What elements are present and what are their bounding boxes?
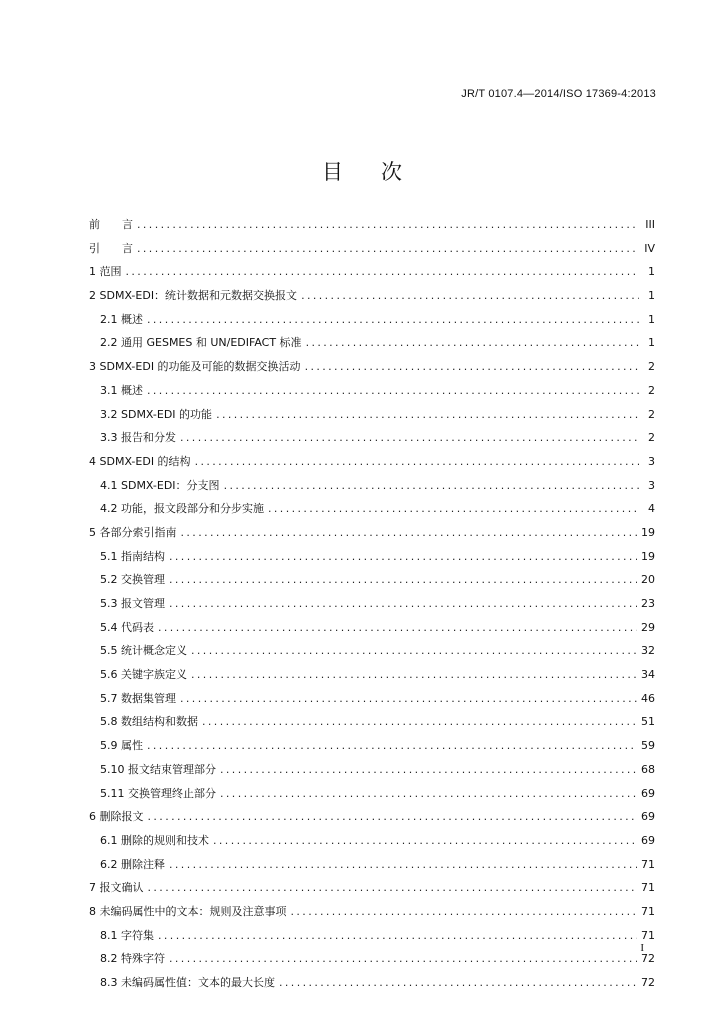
toc-entry-page: 19	[641, 525, 655, 539]
toc-entry-page: 23	[641, 597, 655, 610]
toc-entry-page: 3	[648, 454, 655, 468]
toc-entry-label: 2.1 概述	[100, 312, 143, 326]
toc-entry[interactable]	[89, 501, 655, 516]
toc-entry[interactable]	[89, 691, 655, 706]
toc-leader-dots	[191, 643, 637, 658]
toc-leader-dots	[169, 857, 637, 872]
toc-leader-dots	[220, 786, 637, 801]
toc-entry-page: 71	[641, 904, 655, 918]
standard-code-header: JR/T 0107.4—2014/ISO 17369-4:2013	[461, 88, 656, 100]
toc-leader-dots	[220, 762, 637, 777]
toc-entry-label: 3.1 概述	[100, 383, 143, 397]
toc-entry[interactable]	[89, 549, 655, 564]
toc-entry-label: 6 删除报文	[89, 810, 144, 824]
toc-leader-dots	[195, 454, 639, 469]
toc-entry-page: 19	[641, 549, 655, 563]
toc-entry-label: 5.6 关键字族定义	[100, 668, 187, 682]
toc-entry-label: 5 各部分索引指南	[89, 525, 177, 539]
toc-entry-label: 前 言	[89, 218, 133, 231]
toc-entry[interactable]	[89, 738, 655, 753]
toc-entry-page: 29	[641, 620, 655, 634]
toc-entry-page: 1	[648, 265, 655, 279]
title-char-2: 次	[381, 160, 402, 184]
toc-leader-dots	[147, 738, 637, 753]
toc-entry[interactable]	[89, 762, 655, 777]
toc-leader-dots	[305, 359, 639, 374]
toc-leader-dots	[158, 620, 637, 635]
toc-leader-dots	[137, 217, 639, 232]
toc-leader-dots	[216, 407, 639, 422]
toc-entry[interactable]	[89, 264, 655, 279]
toc-entry-page: 69	[641, 786, 655, 800]
toc-entry-label: 2 SDMX-EDI：统计数据和元数据交换报文	[89, 289, 298, 303]
toc-entry[interactable]	[89, 714, 655, 729]
toc-entry[interactable]	[89, 241, 655, 256]
toc-entry[interactable]	[89, 620, 655, 635]
toc-leader-dots	[224, 478, 639, 493]
toc-entry[interactable]	[89, 478, 655, 493]
toc-entry[interactable]	[89, 643, 655, 658]
toc-entry[interactable]	[89, 407, 655, 422]
toc-entry-page: 71	[641, 928, 655, 942]
toc-entry[interactable]	[89, 288, 655, 303]
toc-leader-dots	[169, 951, 637, 966]
toc-leader-dots	[147, 383, 639, 398]
toc-entry-label: 引 言	[89, 241, 133, 255]
toc-entry-page: 69	[641, 833, 655, 847]
toc-entry[interactable]	[89, 596, 655, 611]
toc-entry-label: 5.9 属性	[100, 739, 143, 753]
toc-entry-label: 5.8 数组结构和数据	[100, 715, 198, 729]
toc-leader-dots	[268, 501, 639, 516]
toc-entry-page: 72	[641, 952, 655, 966]
toc-entry-page: 68	[641, 762, 655, 776]
toc-entry[interactable]	[89, 880, 655, 895]
toc-leader-dots	[137, 241, 639, 256]
toc-entry-page: 1	[648, 336, 655, 350]
toc-entry-page: III	[645, 218, 655, 231]
toc-entry-page: 2	[648, 383, 655, 397]
toc-entry-label: 5.10 报文结束管理部分	[100, 762, 216, 776]
toc-entry[interactable]	[89, 454, 655, 469]
toc-entry[interactable]	[89, 975, 655, 990]
toc-entry[interactable]	[89, 383, 655, 398]
toc-entry-label: 5.7 数据集管理	[100, 691, 176, 705]
toc-entry-page: 2	[648, 360, 655, 374]
toc-entry-label: 5.2 交换管理	[100, 573, 165, 587]
toc-entry-label: 6.2 删除注释	[100, 857, 165, 871]
toc-entry-page: 4	[648, 502, 655, 516]
toc-entry-label: 8.3 未编码属性值：文本的最大长度	[100, 976, 275, 989]
toc-leader-dots	[148, 880, 638, 895]
toc-entry-page: 1	[648, 312, 655, 326]
toc-leader-dots	[202, 714, 637, 729]
toc-entry[interactable]	[89, 667, 655, 682]
toc-entry[interactable]	[89, 335, 655, 350]
toc-entry-page: 46	[641, 691, 655, 705]
toc-entry-page: 34	[641, 668, 655, 682]
toc-leader-dots	[169, 572, 637, 587]
toc-entry-label: 5.4 代码表	[100, 620, 154, 634]
toc-entry-page: 51	[641, 715, 655, 729]
toc-leader-dots	[169, 596, 637, 611]
toc-entry-label: 3.3 报告和分发	[100, 431, 176, 445]
toc-leader-dots	[158, 928, 637, 943]
toc-entry[interactable]	[89, 572, 655, 587]
toc-entry[interactable]	[89, 833, 655, 848]
toc-entry-page: 32	[641, 644, 655, 658]
toc-entry[interactable]	[89, 430, 655, 445]
toc-entry-label: 8 未编码属性中的文本：规则及注意事项	[89, 904, 287, 918]
toc-entry-page: 2	[648, 407, 655, 421]
toc-leader-dots	[180, 691, 637, 706]
toc-leader-dots	[213, 833, 637, 848]
toc-leader-dots	[126, 264, 640, 279]
toc-leader-dots	[180, 430, 639, 445]
title-char-1: 目	[322, 160, 343, 184]
page-number: I	[640, 942, 644, 954]
toc-entry-label: 5.3 报文管理	[100, 597, 165, 610]
toc-entry[interactable]	[89, 928, 655, 943]
toc-entry-label: 3.2 SDMX-EDI 的功能	[100, 407, 213, 421]
toc-leader-dots	[169, 549, 637, 564]
toc-entry-label: 6.1 删除的规则和技术	[100, 833, 209, 847]
toc-entry-page: 1	[648, 289, 655, 303]
toc-entry-label: 4.1 SDMX-EDI：分支图	[100, 478, 220, 492]
toc-entry-page: 59	[641, 739, 655, 753]
toc-entry[interactable]	[89, 312, 655, 327]
toc-entry[interactable]	[89, 786, 655, 801]
toc-entry-page: 72	[641, 976, 655, 989]
toc-entry[interactable]	[89, 809, 655, 824]
toc-leader-dots	[147, 312, 639, 327]
toc-entry[interactable]	[89, 904, 655, 919]
toc-entry-label: 2.2 通用 GESMES 和 UN/EDIFACT 标准	[100, 336, 302, 350]
toc-entry-page: 69	[641, 810, 655, 824]
toc-leader-dots	[148, 809, 638, 824]
toc-entry[interactable]	[89, 951, 655, 966]
toc-entry-page: IV	[644, 241, 655, 255]
toc-entry[interactable]	[89, 217, 655, 232]
toc-entry[interactable]	[89, 857, 655, 872]
toc-entry-page: 71	[641, 881, 655, 895]
toc-leader-dots	[279, 975, 637, 990]
toc-entry-label: 5.11 交换管理终止部分	[100, 786, 216, 800]
toc-entry-label: 1 范围	[89, 265, 122, 279]
toc-leader-dots	[191, 667, 637, 682]
toc-leader-dots	[306, 335, 639, 350]
toc-entry-page: 2	[648, 431, 655, 445]
toc-entry-label: 8.2 特殊字符	[100, 952, 165, 966]
toc-entry-label: 7 报文确认	[89, 881, 144, 895]
toc-entry-label: 5.1 指南结构	[100, 549, 165, 563]
toc-entry-page: 71	[641, 857, 655, 871]
toc-entry-label: 4.2 功能，报文段部分和分步实施	[100, 502, 264, 516]
toc-entry[interactable]	[89, 525, 655, 540]
toc-entry-page: 3	[648, 478, 655, 492]
toc-leader-dots	[301, 288, 639, 303]
toc-entry-label: 5.5 统计概念定义	[100, 644, 187, 658]
toc-entry-label: 4 SDMX-EDI 的结构	[89, 454, 191, 468]
toc-leader-dots	[181, 525, 638, 540]
toc-entry[interactable]	[89, 359, 655, 374]
table-of-contents	[89, 217, 655, 999]
toc-entry-page: 20	[641, 573, 655, 587]
toc-entry-label: 8.1 字符集	[100, 928, 154, 942]
page-title	[0, 156, 724, 186]
toc-leader-dots	[291, 904, 638, 919]
toc-entry-label: 3 SDMX-EDI 的功能及可能的数据交换活动	[89, 360, 301, 374]
